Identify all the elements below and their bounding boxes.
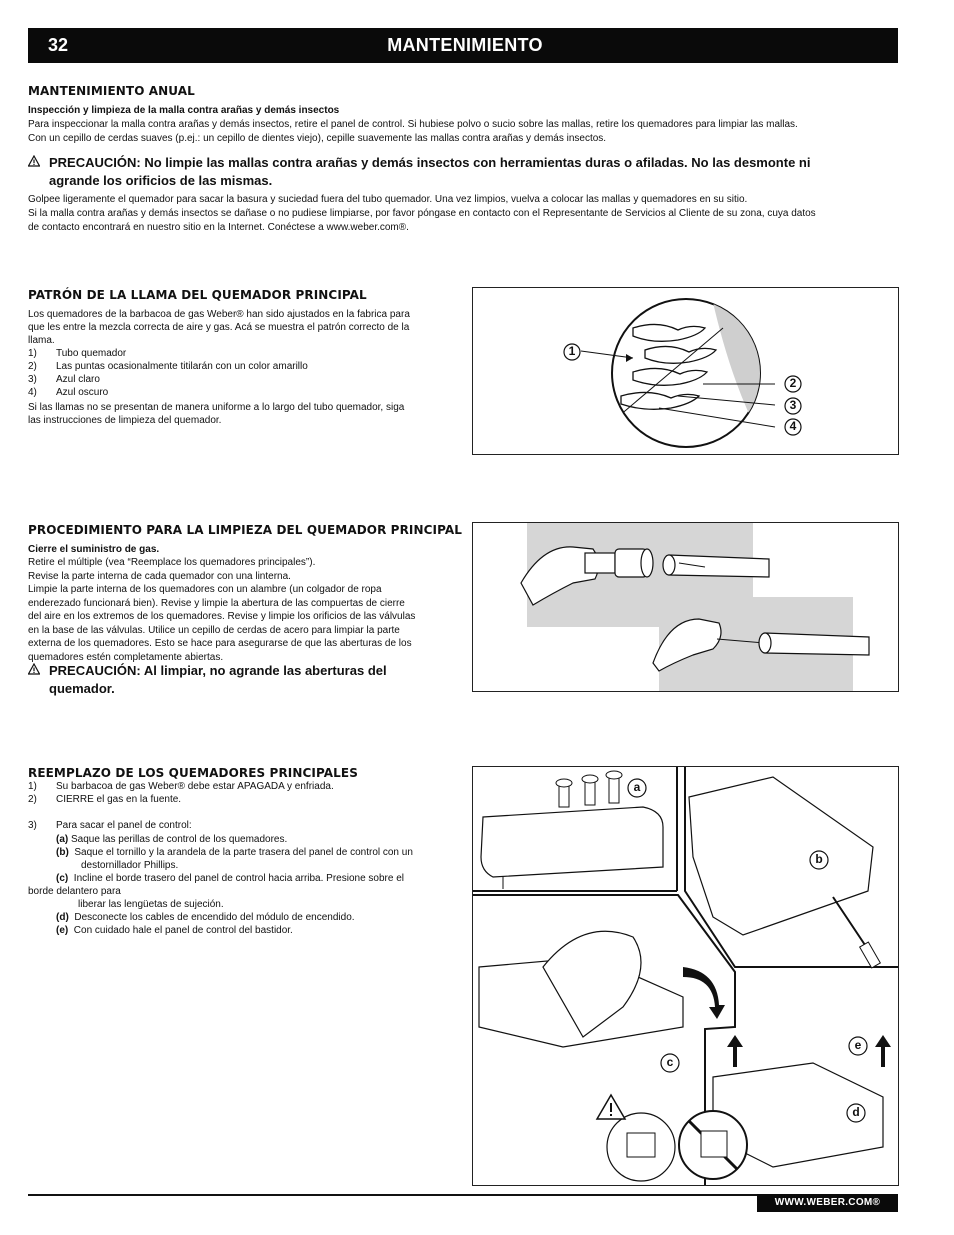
panel-removal-illustration xyxy=(473,767,898,1185)
list-item: (b) Saque el tornillo y la arandela de la parte trasera del panel de control con un xyxy=(56,847,413,858)
callout-e: e xyxy=(854,1038,862,1052)
cleaning-line: en la base de las válvulas. Utilice un cepillo de cerdas de acero para limpiar la parte xyxy=(28,624,400,636)
annual-subheading: Inspección y limpieza de la malla contra arañas y demás insectos xyxy=(28,105,340,116)
page-number: 32 xyxy=(48,35,69,55)
annual-para2-line2: Si la malla contra arañas y demás insectos se dañase o no pudiese limpiarse, por favor póngase en contacto con el Representante de Servicios al Cliente de su zona, cuya datos xyxy=(28,208,816,219)
callout-a: a xyxy=(633,780,641,794)
flame-intro-line2: que les entre la mezcla correcta de aire y gas. Acá se muestra el patrón correcto de la xyxy=(28,322,410,333)
cleaning-line: enderezado funcionará bien). Revise y limpie la abertura de las compuertas de cierre xyxy=(28,597,405,609)
list-item: (a) Saque las perillas de control de los quemadores. xyxy=(56,834,288,845)
burner-replacement-figure xyxy=(472,766,899,1186)
flame-illustration xyxy=(473,288,898,454)
burner-cleaning-illustration xyxy=(473,523,898,691)
flame-outro-line2: las instrucciones de limpieza del quemador. xyxy=(28,415,222,426)
flame-outro-line1: Si las llamas no se presentan de manera uniforme a lo largo del tubo quemador, siga xyxy=(28,402,405,413)
callout-c: c xyxy=(666,1055,674,1069)
cleaning-caution xyxy=(28,662,458,698)
annual-caution-line1: PRECAUCIÓN: No limpie las mallas contra arañas y demás insectos con herramientas duras o afiladas. No las desmonte ni xyxy=(49,155,811,170)
list-item-cont: destornillador Phillips. xyxy=(81,860,179,871)
cleaning-caution-line2: quemador. xyxy=(49,681,115,696)
callout-2: 2 xyxy=(789,376,797,390)
cleaning-line: externa de los quemadores. Esto se hace para asegurarse de que las aberturas de los xyxy=(28,638,412,649)
flame-intro-line1: Los quemadores de la barbacoa de gas Weber® han sido ajustados en la fabrica para xyxy=(28,309,410,320)
list-item-cont: liberar las lengüetas de sujeción. xyxy=(78,899,224,910)
list-item: (d) Desconecte los cables de encendido del módulo de encendido. xyxy=(56,912,355,923)
annual-heading: MANTENIMIENTO ANUAL xyxy=(28,84,195,98)
cleaning-line: Limpie la parte interna de los quemadores con un alambre (un colgador de ropa xyxy=(28,584,382,595)
callout-3: 3 xyxy=(789,398,797,412)
cleaning-heading: PROCEDIMIENTO PARA LA LIMPIEZA DEL QUEMADOR PRINCIPAL xyxy=(28,523,463,537)
callout-d: d xyxy=(852,1105,860,1119)
footer-url[interactable]: WWW.WEBER.COM® xyxy=(774,1197,881,1208)
callout-b: b xyxy=(815,852,823,866)
annual-para1-line2: Con un cepillo de cerdas suaves (p.ej.: un cepillo de dientes viejo), cepille suavemente las mallas contra arañas y demás insectos. xyxy=(28,133,607,144)
cleaning-body xyxy=(28,556,458,664)
callout-4: 4 xyxy=(789,419,797,433)
annual-para1-line1: Para inspeccionar la malla contra arañas y demás insectos, retire el panel de control. Si hubiese polvo o sucio sobre las mallas, retire los quemadores para limpiar las mallas. xyxy=(28,119,798,130)
flame-heading: PATRÓN DE LA LLAMA DEL QUEMADOR PRINCIPAL xyxy=(28,288,367,302)
callout-1: 1 xyxy=(568,344,576,358)
cleaning-caution-line1: PRECAUCIÓN: Al limpiar, no agrande las aberturas del xyxy=(49,663,387,678)
flame-intro-line3: llama. xyxy=(28,335,55,346)
cleaning-line: quemadores estén completamente abiertas. xyxy=(28,651,224,663)
annual-caution xyxy=(28,154,898,190)
cleaning-subheading: Cierre el suministro de gas. xyxy=(28,544,160,555)
list-item: (e) Con cuidado hale el panel de control del bastidor. xyxy=(56,925,293,936)
warning-icon xyxy=(28,154,40,172)
flame-pattern-figure xyxy=(472,287,899,455)
list-item-cont: borde delantero para xyxy=(28,886,121,897)
burner-cleaning-figure xyxy=(472,522,899,692)
cleaning-line: Revise la parte interna de cada quemador con una linterna. xyxy=(28,570,291,582)
annual-caution-line2: agrande los orificios de las mismas. xyxy=(49,173,273,188)
annual-para2-line3: de contacto encontrará en nuestro sitio en la Internet. Conéctese a www.weber.com®. xyxy=(28,222,409,233)
flame-list: 1) Tubo quemador 2) Las puntas ocasionalmente titilarán con un color amarillo 3) Azul claro 4) Azul oscuro xyxy=(28,348,308,398)
page-title: MANTENIMIENTO xyxy=(387,35,543,55)
replace-heading: REEMPLAZO DE LOS QUEMADORES PRINCIPALES xyxy=(28,766,358,780)
annual-para2-line1: Golpee ligeramente el quemador para sacar la basura y suciedad fuera del tubo quemador. Una vez limpios, vuelva a colocar las mallas y quemadores en su sitio. xyxy=(28,194,748,205)
cleaning-line: del aire en los extremos de los quemadores. Revise y limpie los orificios de las válvulas xyxy=(28,611,416,622)
replace-steps: 1) Su barbacoa de gas Weber® debe estar APAGADA y enfriada. 2) CIERRE el gas en la fuente. 3) Para sacar el panel de control: (a) Saque las perillas de control de los quemadores. (b) Saque el tornillo y la arandela de la parte trasera del panel de control con un destornillador Phillips. (c) Incline el borde trasero del panel de control hacia arriba. Presione sobre el borde delantero para liberar las lengüetas de sujeción. (d) Desconecte los cables de encendido del módulo de encendido. (e) Con cuidado hale el panel de control del bastidor. xyxy=(28,781,413,936)
list-item: (c) Incline el borde trasero del panel de control hacia arriba. Presione sobre el xyxy=(56,873,404,884)
cleaning-line: Retire el múltiple (vea “Reemplace los quemadores principales”). xyxy=(28,557,316,568)
warning-icon xyxy=(28,662,40,680)
